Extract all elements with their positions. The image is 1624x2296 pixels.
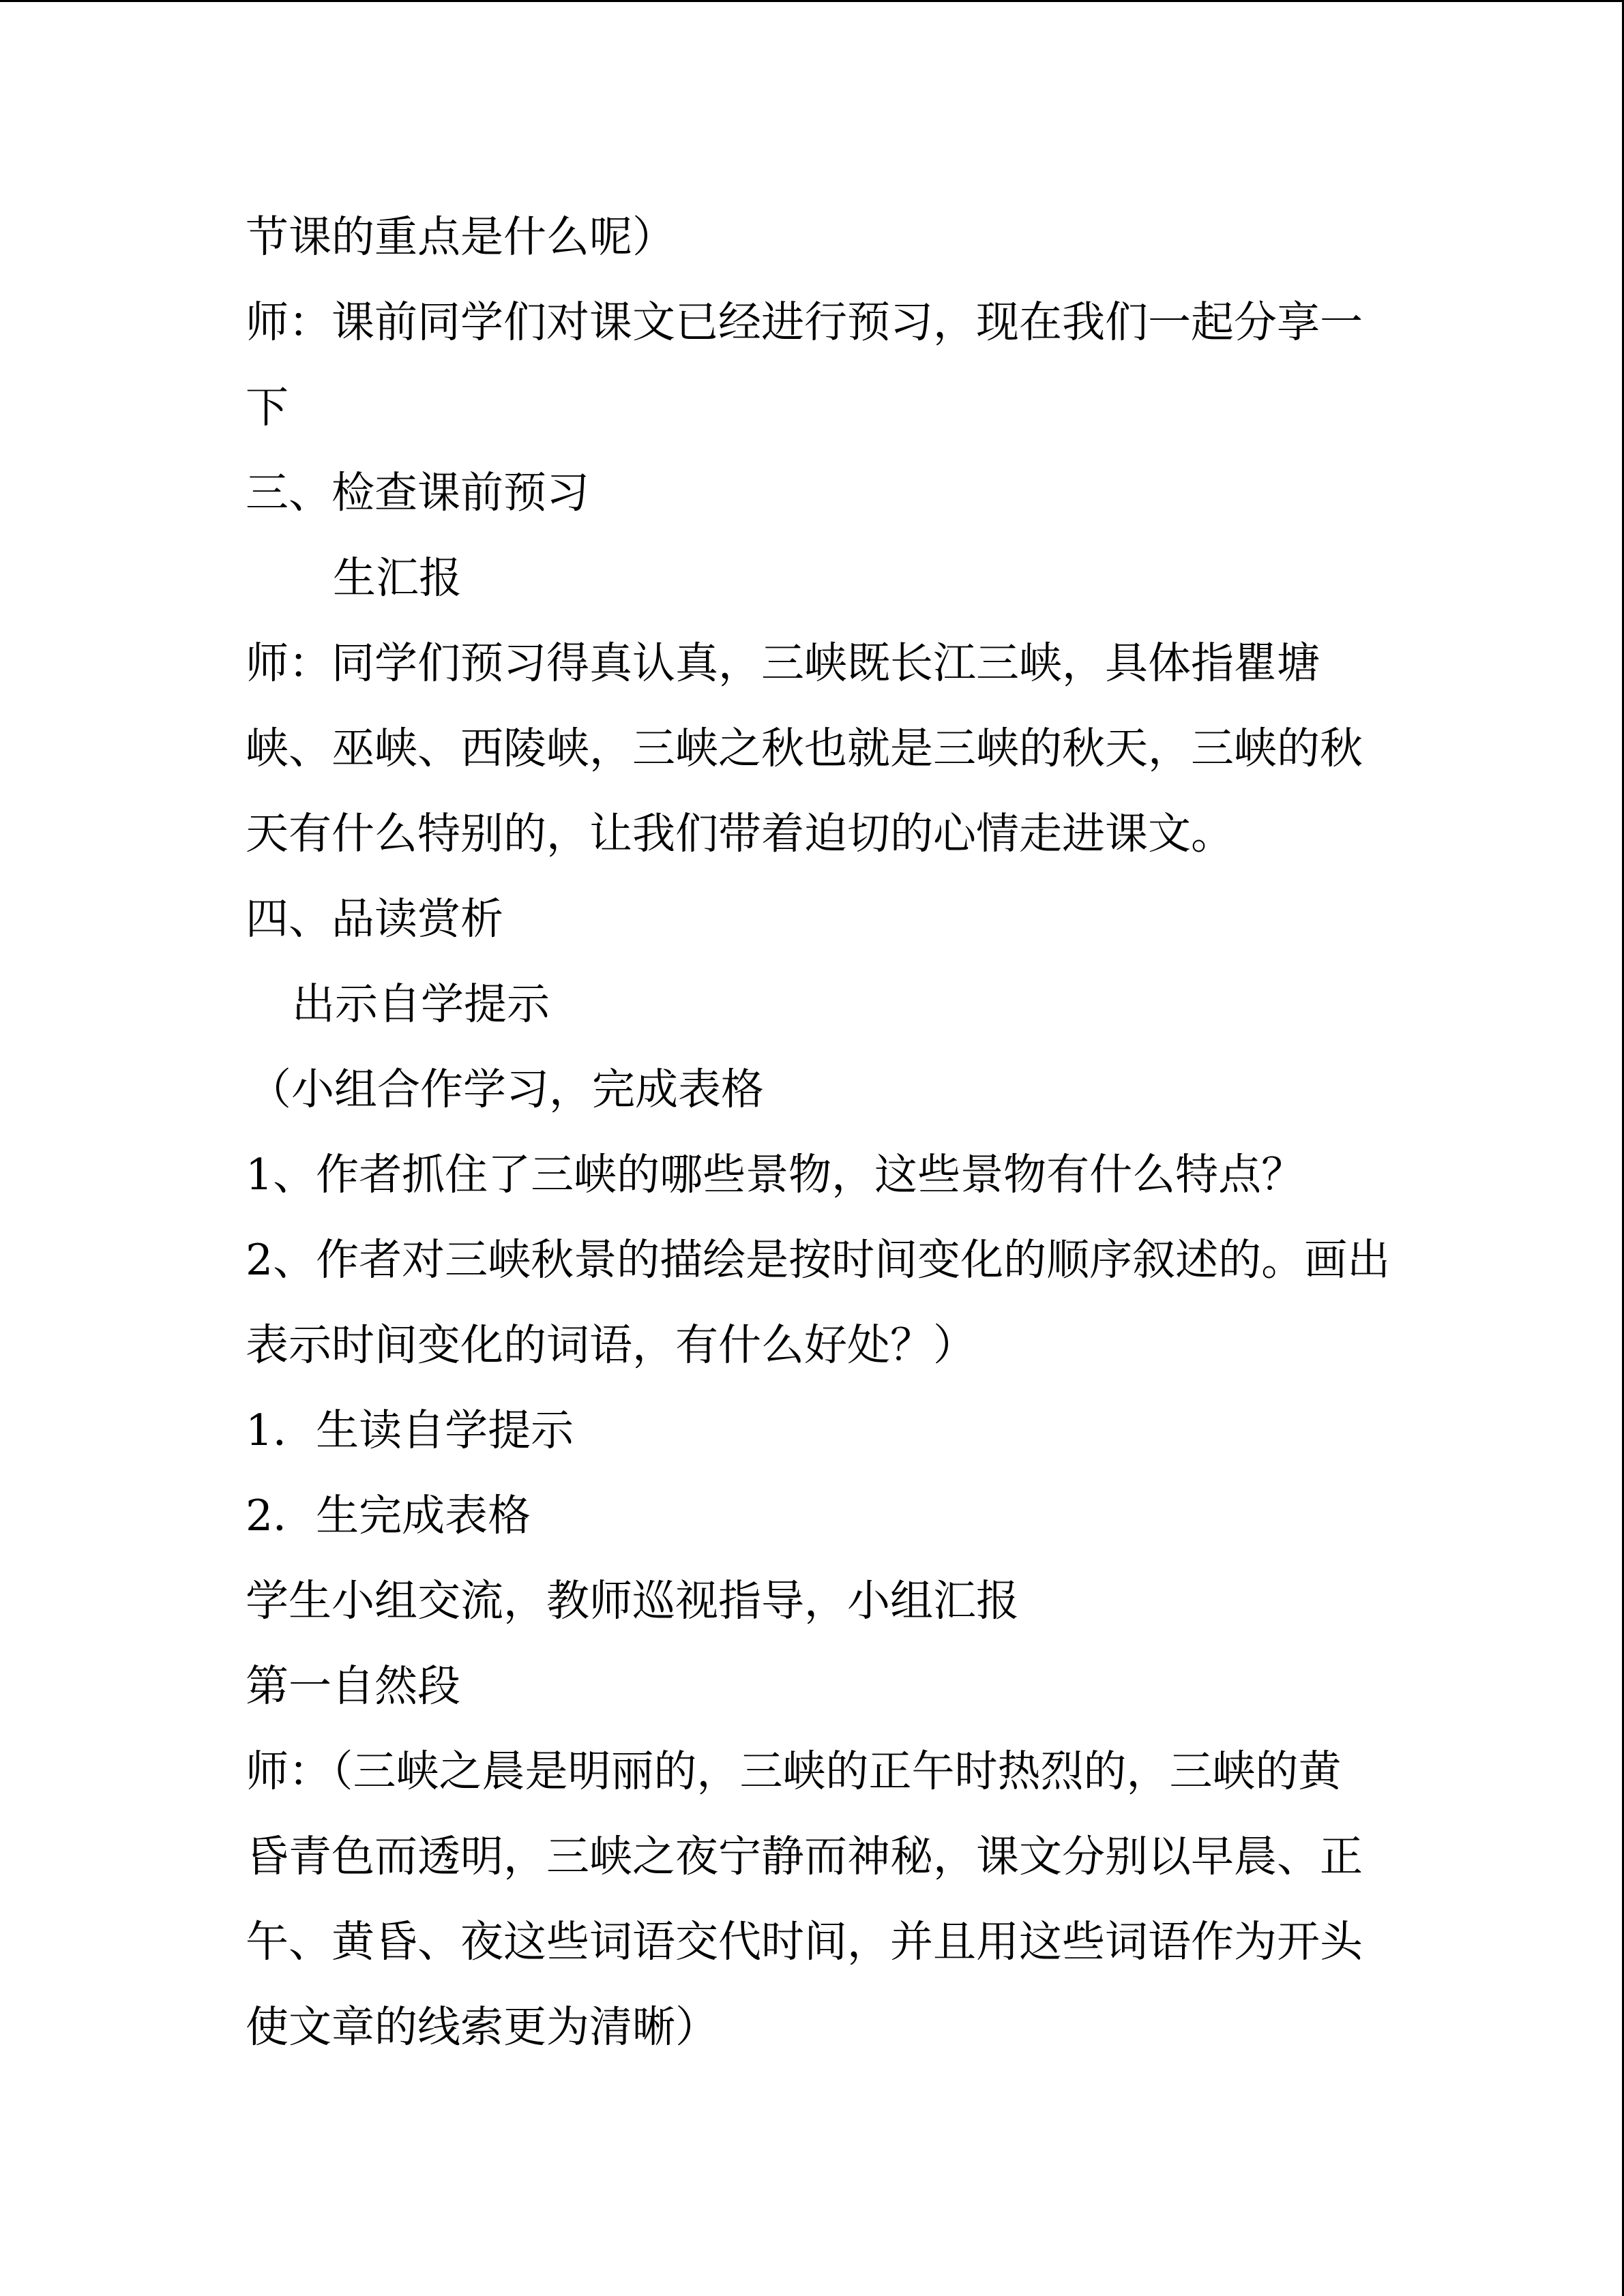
- text-line: 学生小组交流，教师巡视指导，小组汇报: [246, 1576, 1019, 1626]
- text-line: 使文章的线索更为清晰）: [246, 2002, 718, 2052]
- list-item: 1．生读自学提示: [246, 1405, 574, 1455]
- text-line: 峡、巫峡、西陵峡，三峡之秋也就是三峡的秋天，三峡的秋: [246, 724, 1363, 773]
- text-line: 午、黄昏、夜这些词语交代时间，并且用这些词语作为开头: [246, 1917, 1363, 1967]
- text-line: 师：课前同学们对课文已经进行预习，现在我们一起分享一: [246, 297, 1363, 347]
- list-item: 2．生完成表格: [246, 1491, 531, 1540]
- list-item: 2、作者对三峡秋景的描绘是按时间变化的顺序叙述的。画出: [246, 1235, 1391, 1285]
- text-line: （小组合作学习，完成表格: [248, 1064, 764, 1114]
- text-line: 下: [246, 383, 289, 432]
- text-line: 表示时间变化的词语，有什么好处？）: [246, 1320, 976, 1370]
- text-line: 出示自学提示: [292, 979, 550, 1029]
- text-line: 节课的重点是什么呢）: [246, 212, 675, 262]
- text-line: 生汇报: [333, 553, 462, 603]
- text-line: 天有什么特别的，让我们带着迫切的心情走进课文。: [246, 809, 1234, 859]
- text-line: 师：（三峡之晨是明丽的，三峡的正午时热烈的，三峡的黄: [246, 1746, 1342, 1796]
- text-line: 师：同学们预习得真认真，三峡既长江三峡，具体指瞿塘: [246, 638, 1320, 688]
- list-item: 1、作者抓住了三峡的哪些景物，这些景物有什么特点？: [246, 1150, 1305, 1199]
- text-line: 第一自然段: [246, 1661, 460, 1711]
- document-body: [246, 194, 1405, 2070]
- section-heading: 三、检查课前预习: [246, 468, 589, 518]
- section-heading: 四、品读赏析: [246, 894, 503, 944]
- text-line: 昏青色而透明，三峡之夜宁静而神秘，课文分别以早晨、正: [246, 1832, 1363, 1881]
